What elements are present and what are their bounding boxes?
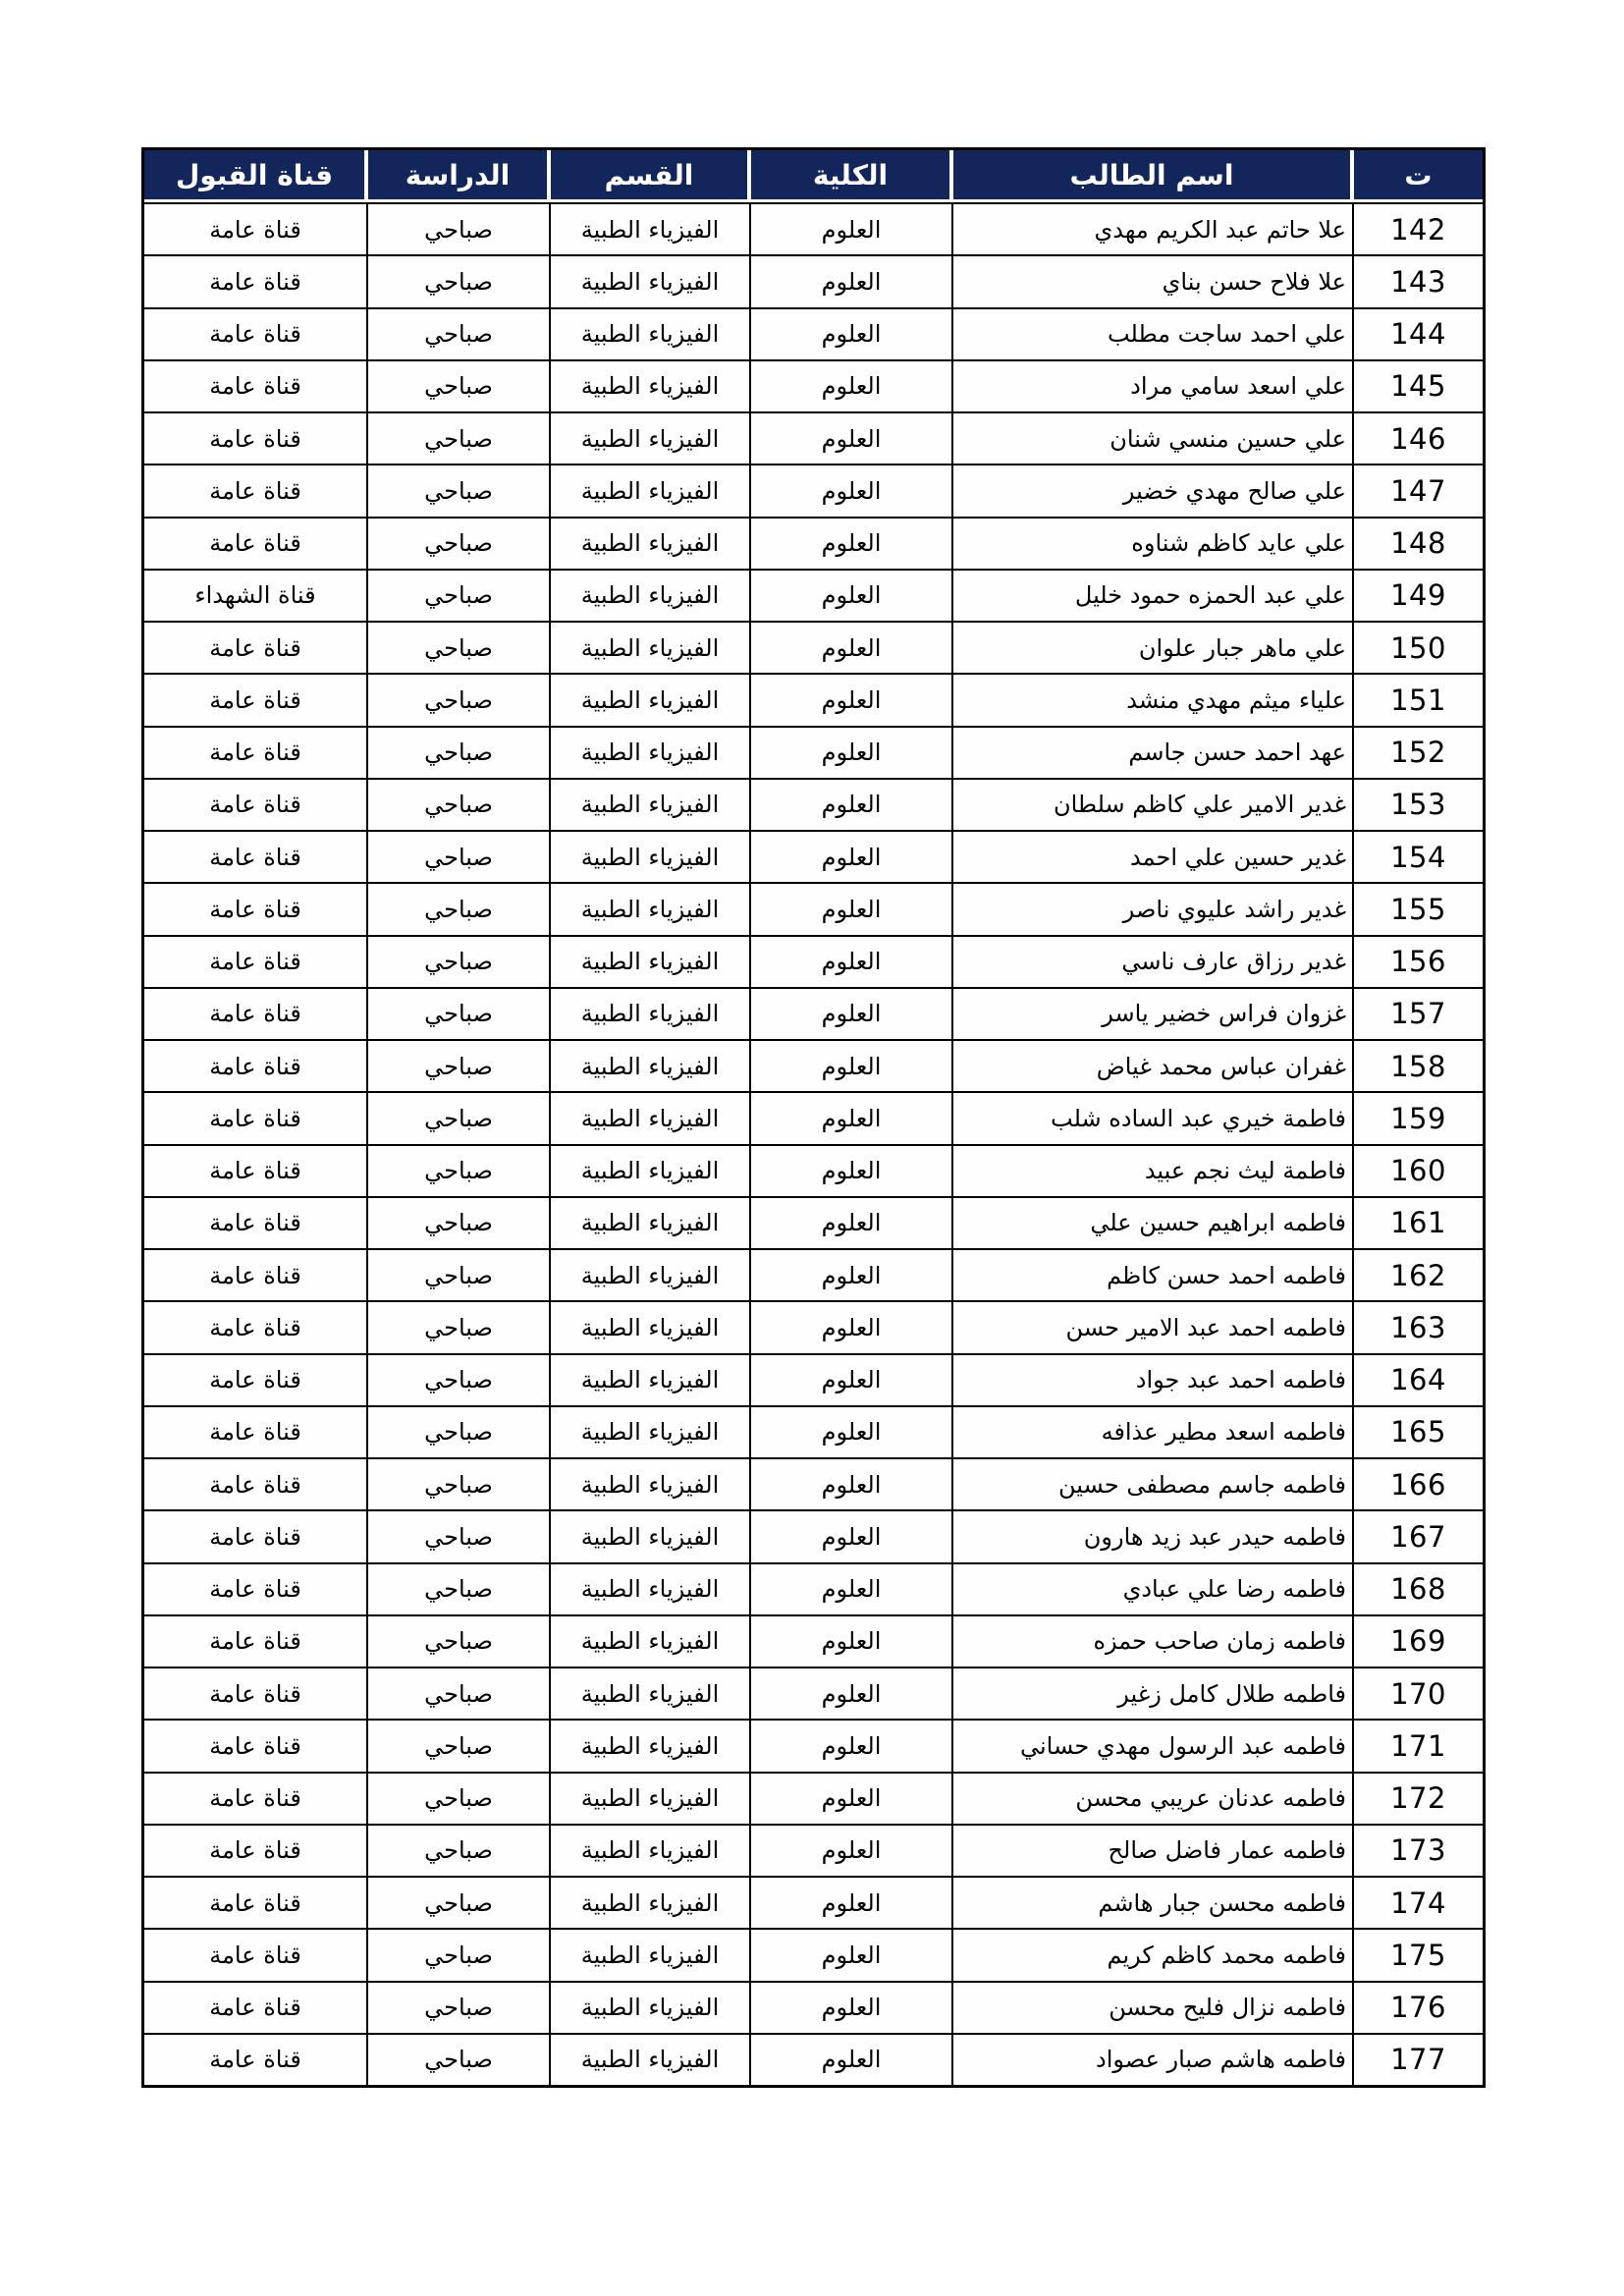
cell-college: العلوم (751, 569, 953, 621)
admission-table (144, 150, 1483, 2085)
cell-admission-channel: قناة عامة (144, 517, 368, 569)
cell-student-name: فاطمه محمد كاظم كريم (953, 1928, 1354, 1980)
cell-serial: 173 (1354, 1824, 1483, 1876)
cell-department: الفيزياء الطبية (551, 1144, 751, 1196)
table-row (144, 464, 1483, 516)
cell-study: صباحي (368, 1144, 551, 1196)
cell-serial: 167 (1354, 1509, 1483, 1561)
cell-college: العلوم (751, 935, 953, 987)
cell-student-name: فاطمه عبد الرسول مهدي حساني (953, 1719, 1354, 1771)
cell-college: العلوم (751, 726, 953, 778)
cell-college: العلوم (751, 882, 953, 934)
cell-serial: 149 (1354, 569, 1483, 621)
cell-study: صباحي (368, 935, 551, 987)
table-row (144, 202, 1483, 254)
cell-study: صباحي (368, 2033, 551, 2085)
table-body (144, 202, 1483, 2085)
cell-department: الفيزياء الطبية (551, 569, 751, 621)
cell-college: العلوم (751, 1614, 953, 1667)
cell-study: صباحي (368, 1457, 551, 1509)
cell-department: الفيزياء الطبية (551, 1039, 751, 1091)
table-row (144, 987, 1483, 1039)
students-admission-table (141, 147, 1486, 2088)
cell-department: الفيزياء الطبية (551, 1981, 751, 2033)
cell-college: العلوم (751, 1667, 953, 1719)
cell-serial: 160 (1354, 1144, 1483, 1196)
col-header-student-name: اسم الطالب (953, 150, 1354, 202)
cell-college: العلوم (751, 2033, 953, 2085)
cell-college: العلوم (751, 778, 953, 830)
cell-department: الفيزياء الطبية (551, 726, 751, 778)
cell-student-name: فاطمه محسن جبار هاشم (953, 1876, 1354, 1928)
cell-admission-channel: قناة عامة (144, 621, 368, 673)
cell-study: صباحي (368, 1300, 551, 1352)
table-row (144, 1300, 1483, 1352)
cell-department: الفيزياء الطبية (551, 1196, 751, 1248)
cell-college: العلوم (751, 1457, 953, 1509)
table-row (144, 1405, 1483, 1457)
cell-department: الفيزياء الطبية (551, 517, 751, 569)
header-row (144, 150, 1483, 202)
cell-college: العلوم (751, 1876, 953, 1928)
cell-study: صباحي (368, 1928, 551, 1980)
table-row (144, 359, 1483, 411)
cell-admission-channel: قناة عامة (144, 1248, 368, 1300)
cell-student-name: فاطمه اسعد مطير عذافه (953, 1405, 1354, 1457)
cell-admission-channel: قناة عامة (144, 202, 368, 254)
cell-college: العلوم (751, 464, 953, 516)
table-row (144, 517, 1483, 569)
cell-admission-channel: قناة عامة (144, 1353, 368, 1405)
table-row (144, 673, 1483, 725)
cell-study: صباحي (368, 778, 551, 830)
cell-admission-channel: قناة عامة (144, 1562, 368, 1614)
table-row (144, 1457, 1483, 1509)
cell-admission-channel: قناة عامة (144, 1196, 368, 1248)
cell-department: الفيزياء الطبية (551, 1667, 751, 1719)
table-row (144, 307, 1483, 359)
cell-serial: 143 (1354, 254, 1483, 306)
table-row (144, 1039, 1483, 1091)
cell-serial: 169 (1354, 1614, 1483, 1667)
table-row (144, 254, 1483, 306)
cell-admission-channel: قناة عامة (144, 1509, 368, 1561)
cell-admission-channel: قناة عامة (144, 1091, 368, 1143)
cell-college: العلوم (751, 1928, 953, 1980)
cell-college: العلوم (751, 1981, 953, 2033)
cell-department: الفيزياء الطبية (551, 2033, 751, 2085)
cell-student-name: علي حسين منسي شنان (953, 411, 1354, 464)
cell-study: صباحي (368, 1509, 551, 1561)
cell-department: الفيزياء الطبية (551, 1353, 751, 1405)
cell-department: الفيزياء الطبية (551, 621, 751, 673)
cell-admission-channel: قناة عامة (144, 1039, 368, 1091)
col-header-study: الدراسة (368, 150, 551, 202)
cell-student-name: علي عايد كاظم شناوه (953, 517, 1354, 569)
cell-student-name: غدير حسين علي احمد (953, 830, 1354, 882)
cell-college: العلوم (751, 307, 953, 359)
cell-student-name: فاطمه نزال فليح محسن (953, 1981, 1354, 2033)
cell-serial: 171 (1354, 1719, 1483, 1771)
cell-student-name: علا حاتم عبد الكريم مهدي (953, 202, 1354, 254)
cell-serial: 146 (1354, 411, 1483, 464)
cell-study: صباحي (368, 411, 551, 464)
cell-serial: 156 (1354, 935, 1483, 987)
cell-study: صباحي (368, 569, 551, 621)
table-row (144, 1091, 1483, 1143)
col-header-college: الكلية (751, 150, 953, 202)
table-row (144, 1876, 1483, 1928)
table-row (144, 1772, 1483, 1824)
cell-college: العلوم (751, 359, 953, 411)
cell-college: العلوم (751, 1353, 953, 1405)
cell-department: الفيزياء الطبية (551, 307, 751, 359)
cell-department: الفيزياء الطبية (551, 359, 751, 411)
cell-serial: 174 (1354, 1876, 1483, 1928)
cell-study: صباحي (368, 1772, 551, 1824)
cell-department: الفيزياء الطبية (551, 1248, 751, 1300)
cell-study: صباحي (368, 1405, 551, 1457)
cell-student-name: فاطمه احمد عبد جواد (953, 1353, 1354, 1405)
cell-department: الفيزياء الطبية (551, 935, 751, 987)
cell-admission-channel: قناة عامة (144, 1300, 368, 1352)
cell-study: صباحي (368, 830, 551, 882)
cell-admission-channel: قناة عامة (144, 1457, 368, 1509)
cell-student-name: غدير الامير علي كاظم سلطان (953, 778, 1354, 830)
cell-admission-channel: قناة عامة (144, 1667, 368, 1719)
cell-admission-channel: قناة عامة (144, 1928, 368, 1980)
cell-study: صباحي (368, 254, 551, 306)
table-row (144, 726, 1483, 778)
cell-study: صباحي (368, 1353, 551, 1405)
cell-admission-channel: قناة عامة (144, 1614, 368, 1667)
cell-student-name: فاطمه ابراهيم حسين علي (953, 1196, 1354, 1248)
cell-department: الفيزياء الطبية (551, 1928, 751, 1980)
cell-study: صباحي (368, 1824, 551, 1876)
cell-student-name: عهد احمد حسن جاسم (953, 726, 1354, 778)
cell-study: صباحي (368, 1248, 551, 1300)
cell-student-name: فاطمه احمد عبد الامير حسن (953, 1300, 1354, 1352)
cell-department: الفيزياء الطبية (551, 1719, 751, 1771)
cell-college: العلوم (751, 1091, 953, 1143)
table-row (144, 1824, 1483, 1876)
table-row (144, 411, 1483, 464)
cell-study: صباحي (368, 464, 551, 516)
cell-department: الفيزياء الطبية (551, 1824, 751, 1876)
table-row (144, 1509, 1483, 1561)
cell-serial: 163 (1354, 1300, 1483, 1352)
cell-admission-channel: قناة عامة (144, 673, 368, 725)
cell-student-name: علي ماهر جبار علوان (953, 621, 1354, 673)
cell-admission-channel: قناة عامة (144, 1981, 368, 2033)
cell-serial: 145 (1354, 359, 1483, 411)
cell-department: الفيزياء الطبية (551, 411, 751, 464)
cell-college: العلوم (751, 202, 953, 254)
table-row (144, 2033, 1483, 2085)
cell-student-name: فاطمه احمد حسن كاظم (953, 1248, 1354, 1300)
cell-admission-channel: قناة عامة (144, 1772, 368, 1824)
table-row (144, 1614, 1483, 1667)
cell-serial: 147 (1354, 464, 1483, 516)
cell-student-name: فاطمه هاشم صبار عصواد (953, 2033, 1354, 2085)
cell-study: صباحي (368, 1562, 551, 1614)
cell-admission-channel: قناة عامة (144, 2033, 368, 2085)
cell-serial: 172 (1354, 1772, 1483, 1824)
cell-college: العلوم (751, 1144, 953, 1196)
cell-study: صباحي (368, 1719, 551, 1771)
cell-serial: 148 (1354, 517, 1483, 569)
cell-serial: 152 (1354, 726, 1483, 778)
cell-admission-channel: قناة عامة (144, 830, 368, 882)
cell-study: صباحي (368, 202, 551, 254)
table-row (144, 569, 1483, 621)
cell-study: صباحي (368, 1614, 551, 1667)
cell-department: الفيزياء الطبية (551, 882, 751, 934)
cell-study: صباحي (368, 307, 551, 359)
cell-admission-channel: قناة عامة (144, 935, 368, 987)
cell-study: صباحي (368, 1876, 551, 1928)
cell-study: صباحي (368, 359, 551, 411)
cell-department: الفيزياء الطبية (551, 987, 751, 1039)
cell-study: صباحي (368, 987, 551, 1039)
col-header-department: القسم (551, 150, 751, 202)
table-row (144, 1667, 1483, 1719)
cell-college: العلوم (751, 830, 953, 882)
cell-serial: 153 (1354, 778, 1483, 830)
cell-student-name: علي صالح مهدي خضير (953, 464, 1354, 516)
table-row (144, 1719, 1483, 1771)
cell-college: العلوم (751, 987, 953, 1039)
cell-serial: 162 (1354, 1248, 1483, 1300)
cell-college: العلوم (751, 517, 953, 569)
cell-department: الفيزياء الطبية (551, 202, 751, 254)
cell-student-name: غدير رزاق عارف ناسي (953, 935, 1354, 987)
cell-study: صباحي (368, 1981, 551, 2033)
cell-study: صباحي (368, 673, 551, 725)
cell-admission-channel: قناة عامة (144, 1144, 368, 1196)
cell-admission-channel: قناة عامة (144, 987, 368, 1039)
cell-serial: 166 (1354, 1457, 1483, 1509)
cell-college: العلوم (751, 1562, 953, 1614)
cell-serial: 150 (1354, 621, 1483, 673)
cell-study: صباحي (368, 726, 551, 778)
table-row (144, 1144, 1483, 1196)
cell-student-name: فاطمة ليث نجم عبيد (953, 1144, 1354, 1196)
cell-student-name: علا فلاح حسن بناي (953, 254, 1354, 306)
cell-serial: 142 (1354, 202, 1483, 254)
cell-department: الفيزياء الطبية (551, 464, 751, 516)
cell-college: العلوم (751, 1300, 953, 1352)
cell-study: صباحي (368, 1196, 551, 1248)
table-header (144, 150, 1483, 202)
table-row (144, 621, 1483, 673)
cell-student-name: فاطمة خيري عبد الساده شلب (953, 1091, 1354, 1143)
cell-serial: 151 (1354, 673, 1483, 725)
cell-department: الفيزياء الطبية (551, 1509, 751, 1561)
cell-serial: 170 (1354, 1667, 1483, 1719)
cell-college: العلوم (751, 1039, 953, 1091)
cell-admission-channel: قناة عامة (144, 1824, 368, 1876)
cell-serial: 176 (1354, 1981, 1483, 2033)
cell-department: الفيزياء الطبية (551, 254, 751, 306)
cell-serial: 177 (1354, 2033, 1483, 2085)
table-row (144, 1562, 1483, 1614)
cell-department: الفيزياء الطبية (551, 1091, 751, 1143)
cell-student-name: علي احمد ساجت مطلب (953, 307, 1354, 359)
cell-admission-channel: قناة عامة (144, 254, 368, 306)
cell-serial: 158 (1354, 1039, 1483, 1091)
table-row (144, 778, 1483, 830)
col-header-serial: ت (1354, 150, 1483, 202)
cell-admission-channel: قناة عامة (144, 411, 368, 464)
cell-college: العلوم (751, 411, 953, 464)
cell-department: الفيزياء الطبية (551, 1772, 751, 1824)
table-row (144, 1981, 1483, 2033)
table-row (144, 1248, 1483, 1300)
table-row (144, 935, 1483, 987)
cell-admission-channel: قناة عامة (144, 1719, 368, 1771)
cell-admission-channel: قناة عامة (144, 726, 368, 778)
cell-study: صباحي (368, 1667, 551, 1719)
cell-student-name: فاطمه زمان صاحب حمزه (953, 1614, 1354, 1667)
cell-student-name: علي عبد الحمزه حمود خليل (953, 569, 1354, 621)
cell-student-name: فاطمه عدنان عريبي محسن (953, 1772, 1354, 1824)
cell-serial: 175 (1354, 1928, 1483, 1980)
cell-department: الفيزياء الطبية (551, 1300, 751, 1352)
cell-serial: 155 (1354, 882, 1483, 934)
table-row (144, 1196, 1483, 1248)
cell-college: العلوم (751, 1405, 953, 1457)
cell-department: الفيزياء الطبية (551, 830, 751, 882)
cell-college: العلوم (751, 254, 953, 306)
cell-serial: 165 (1354, 1405, 1483, 1457)
cell-student-name: غفران عباس محمد غياض (953, 1039, 1354, 1091)
cell-department: الفيزياء الطبية (551, 1614, 751, 1667)
table-row (144, 830, 1483, 882)
cell-college: العلوم (751, 1248, 953, 1300)
cell-serial: 164 (1354, 1353, 1483, 1405)
table-row (144, 1353, 1483, 1405)
cell-admission-channel: قناة عامة (144, 778, 368, 830)
cell-college: العلوم (751, 1719, 953, 1771)
cell-department: الفيزياء الطبية (551, 1876, 751, 1928)
cell-serial: 159 (1354, 1091, 1483, 1143)
cell-student-name: غزوان فراس خضير ياسر (953, 987, 1354, 1039)
cell-study: صباحي (368, 882, 551, 934)
table-row (144, 1928, 1483, 1980)
cell-student-name: غدير راشد عليوي ناصر (953, 882, 1354, 934)
cell-admission-channel: قناة عامة (144, 882, 368, 934)
cell-student-name: فاطمه طلال كامل زغير (953, 1667, 1354, 1719)
cell-college: العلوم (751, 673, 953, 725)
cell-college: العلوم (751, 1824, 953, 1876)
cell-study: صباحي (368, 621, 551, 673)
cell-admission-channel: قناة عامة (144, 307, 368, 359)
table-row (144, 882, 1483, 934)
cell-study: صباحي (368, 1091, 551, 1143)
cell-student-name: علي اسعد سامي مراد (953, 359, 1354, 411)
cell-college: العلوم (751, 1196, 953, 1248)
cell-college: العلوم (751, 1509, 953, 1561)
cell-department: الفيزياء الطبية (551, 778, 751, 830)
cell-admission-channel: قناة عامة (144, 1405, 368, 1457)
cell-department: الفيزياء الطبية (551, 1562, 751, 1614)
cell-serial: 168 (1354, 1562, 1483, 1614)
cell-admission-channel: قناة الشهداء (144, 569, 368, 621)
cell-department: الفيزياء الطبية (551, 1457, 751, 1509)
cell-college: العلوم (751, 621, 953, 673)
cell-admission-channel: قناة عامة (144, 464, 368, 516)
cell-serial: 161 (1354, 1196, 1483, 1248)
cell-student-name: علياء ميثم مهدي منشد (953, 673, 1354, 725)
cell-student-name: فاطمه رضا علي عبادي (953, 1562, 1354, 1614)
cell-student-name: فاطمه حيدر عبد زيد هارون (953, 1509, 1354, 1561)
cell-department: الفيزياء الطبية (551, 1405, 751, 1457)
cell-serial: 154 (1354, 830, 1483, 882)
cell-study: صباحي (368, 1039, 551, 1091)
cell-study: صباحي (368, 517, 551, 569)
cell-college: العلوم (751, 1772, 953, 1824)
cell-serial: 144 (1354, 307, 1483, 359)
cell-student-name: فاطمه عمار فاضل صالح (953, 1824, 1354, 1876)
col-header-admission-channel: قناة القبول (144, 150, 368, 202)
cell-admission-channel: قناة عامة (144, 359, 368, 411)
cell-serial: 157 (1354, 987, 1483, 1039)
cell-student-name: فاطمه جاسم مصطفى حسين (953, 1457, 1354, 1509)
cell-admission-channel: قناة عامة (144, 1876, 368, 1928)
cell-department: الفيزياء الطبية (551, 673, 751, 725)
